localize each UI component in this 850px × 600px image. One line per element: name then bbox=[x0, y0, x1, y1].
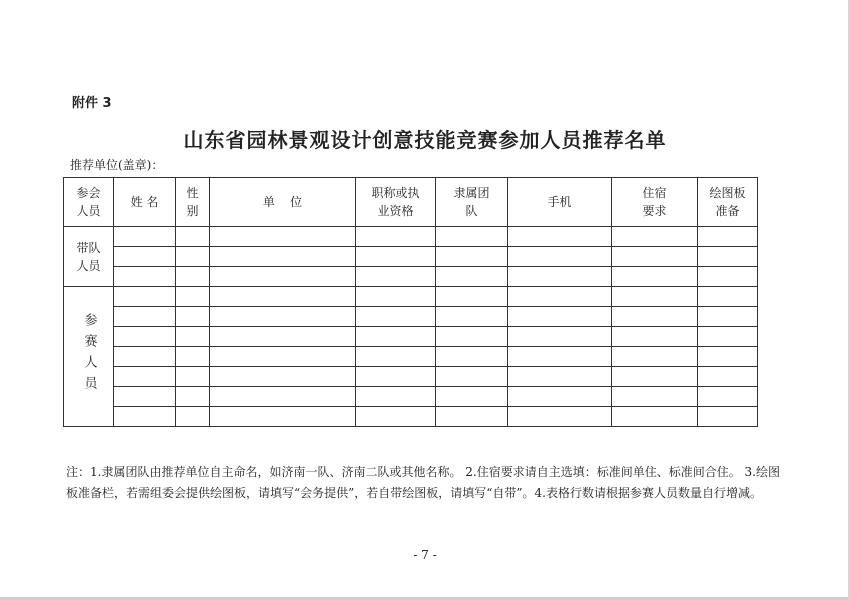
table-cell[interactable] bbox=[356, 367, 436, 387]
table-cell[interactable] bbox=[356, 287, 436, 307]
table-cell[interactable] bbox=[508, 387, 612, 407]
header-phone: 手机 bbox=[508, 178, 612, 227]
table-cell[interactable] bbox=[698, 267, 758, 287]
table-cell[interactable] bbox=[508, 307, 612, 327]
table-cell[interactable] bbox=[436, 267, 508, 287]
table-cell[interactable] bbox=[210, 267, 356, 287]
table-cell[interactable] bbox=[210, 327, 356, 347]
table-cell[interactable] bbox=[698, 247, 758, 267]
page-number: - 7 - bbox=[413, 548, 437, 562]
table-cell[interactable] bbox=[176, 267, 210, 287]
table-cell[interactable] bbox=[210, 227, 356, 247]
table-cell[interactable] bbox=[612, 227, 698, 247]
table-cell[interactable] bbox=[356, 227, 436, 247]
table-cell[interactable] bbox=[698, 287, 758, 307]
table-cell[interactable] bbox=[612, 267, 698, 287]
table-cell[interactable] bbox=[436, 307, 508, 327]
table-cell[interactable] bbox=[114, 407, 176, 427]
document-title: 山东省园林景观设计创意技能竞赛参加人员推荐名单 bbox=[183, 128, 667, 152]
table-row bbox=[64, 307, 758, 327]
table-cell[interactable] bbox=[436, 407, 508, 427]
table-cell[interactable] bbox=[698, 387, 758, 407]
table-cell[interactable] bbox=[612, 287, 698, 307]
table-cell[interactable] bbox=[356, 327, 436, 347]
table-cell[interactable] bbox=[114, 367, 176, 387]
header-team: 隶属团队 bbox=[436, 178, 508, 227]
header-board: 绘图板准备 bbox=[698, 178, 758, 227]
table-cell[interactable] bbox=[176, 367, 210, 387]
table-row bbox=[64, 387, 758, 407]
table-cell[interactable] bbox=[508, 327, 612, 347]
group-leaders-cell: 带队人员 bbox=[64, 227, 114, 287]
table-cell[interactable] bbox=[176, 327, 210, 347]
table-row bbox=[64, 347, 758, 367]
table-row bbox=[64, 407, 758, 427]
table-cell[interactable] bbox=[612, 407, 698, 427]
table-cell[interactable] bbox=[356, 247, 436, 267]
table-cell[interactable] bbox=[436, 247, 508, 267]
table-cell[interactable] bbox=[508, 287, 612, 307]
table-cell[interactable] bbox=[114, 347, 176, 367]
table-cell[interactable] bbox=[176, 407, 210, 427]
table-cell[interactable] bbox=[210, 387, 356, 407]
table-cell[interactable] bbox=[176, 307, 210, 327]
table-cell[interactable] bbox=[612, 387, 698, 407]
table-cell[interactable] bbox=[356, 267, 436, 287]
table-cell[interactable] bbox=[612, 327, 698, 347]
header-gender: 性别 bbox=[176, 178, 210, 227]
attachment-label: 附件 3 bbox=[72, 96, 112, 111]
table-cell[interactable] bbox=[114, 387, 176, 407]
header-unit: 单 位 bbox=[210, 178, 356, 227]
table-row bbox=[64, 367, 758, 387]
table-cell[interactable] bbox=[114, 227, 176, 247]
notes-text: 注：1.隶属团队由推荐单位自主命名，如济南一队、济南二队或其他名称。 2.住宿要求请自主选填：标准间单住、标准间合住。 3.绘图板准备栏，若需组委会提供绘图板，请填写“会务提供”，若自带绘图板，请填写“自带”。4.表格行数请根据参赛人员数量自行增减。 bbox=[66, 465, 780, 500]
table-row bbox=[64, 227, 758, 247]
table-cell[interactable] bbox=[176, 227, 210, 247]
table-cell[interactable] bbox=[176, 247, 210, 267]
table-cell[interactable] bbox=[114, 327, 176, 347]
table-cell[interactable] bbox=[508, 407, 612, 427]
header-lodging: 住宿要求 bbox=[612, 178, 698, 227]
table-cell[interactable] bbox=[356, 387, 436, 407]
table-cell[interactable] bbox=[436, 387, 508, 407]
table-cell[interactable] bbox=[436, 287, 508, 307]
table-header-row bbox=[64, 178, 758, 227]
table-row bbox=[64, 287, 758, 307]
table-cell[interactable] bbox=[176, 387, 210, 407]
table-cell[interactable] bbox=[436, 227, 508, 247]
table-cell[interactable] bbox=[508, 267, 612, 287]
header-name: 姓 名 bbox=[114, 178, 176, 227]
table-cell[interactable] bbox=[436, 367, 508, 387]
table-cell[interactable] bbox=[436, 347, 508, 367]
table-cell[interactable] bbox=[508, 247, 612, 267]
table-cell[interactable] bbox=[698, 327, 758, 347]
group-participants-cell: 参赛人员 bbox=[64, 287, 114, 427]
header-title-qualification: 职称或执业资格 bbox=[356, 178, 436, 227]
table-cell[interactable] bbox=[508, 227, 612, 247]
table-cell[interactable] bbox=[210, 347, 356, 367]
table-cell[interactable] bbox=[698, 407, 758, 427]
roster-table bbox=[63, 177, 758, 427]
table-cell[interactable] bbox=[210, 407, 356, 427]
table-cell[interactable] bbox=[210, 307, 356, 327]
table-cell[interactable] bbox=[698, 307, 758, 327]
table-row bbox=[64, 267, 758, 287]
table-cell[interactable] bbox=[612, 347, 698, 367]
table-cell[interactable] bbox=[508, 347, 612, 367]
table-cell[interactable] bbox=[698, 347, 758, 367]
recommending-unit-label: 推荐单位(盖章)： bbox=[70, 158, 164, 172]
table-cell[interactable] bbox=[114, 267, 176, 287]
table-cell[interactable] bbox=[612, 307, 698, 327]
table-cell[interactable] bbox=[698, 367, 758, 387]
table-cell[interactable] bbox=[114, 307, 176, 327]
table-cell[interactable] bbox=[114, 247, 176, 267]
table-row bbox=[64, 247, 758, 267]
table-cell[interactable] bbox=[436, 327, 508, 347]
table-cell[interactable] bbox=[114, 287, 176, 307]
table-cell[interactable] bbox=[210, 367, 356, 387]
table-cell[interactable] bbox=[356, 407, 436, 427]
table-cell[interactable] bbox=[356, 347, 436, 367]
table-cell[interactable] bbox=[356, 307, 436, 327]
table-cell[interactable] bbox=[612, 367, 698, 387]
header-role: 参会人员 bbox=[64, 178, 114, 227]
table-cell[interactable] bbox=[210, 287, 356, 307]
table-cell[interactable] bbox=[176, 347, 210, 367]
table-row bbox=[64, 327, 758, 347]
table-cell[interactable] bbox=[508, 367, 612, 387]
table-cell[interactable] bbox=[176, 287, 210, 307]
table-cell[interactable] bbox=[698, 227, 758, 247]
table-cell[interactable] bbox=[612, 247, 698, 267]
table-cell[interactable] bbox=[210, 247, 356, 267]
